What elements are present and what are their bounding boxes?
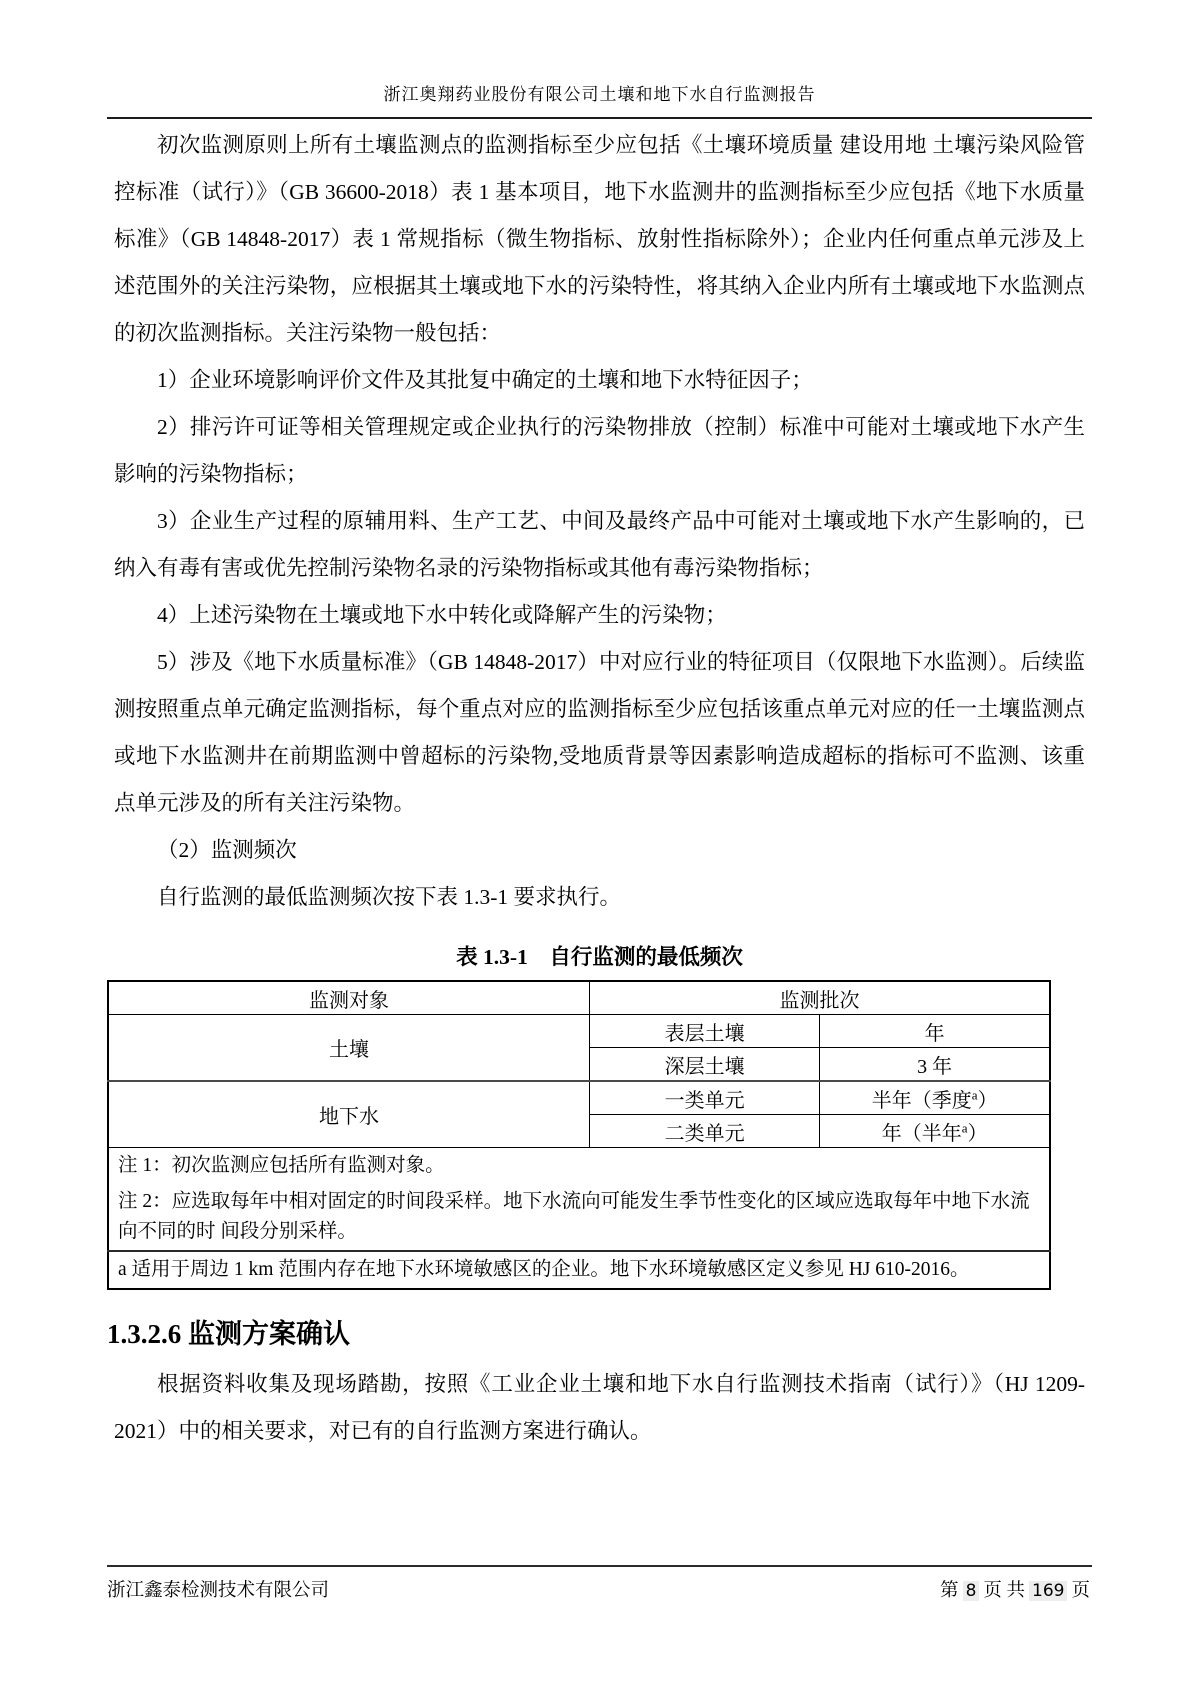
document-body: [107, 122, 1085, 1455]
table-header-row: [108, 981, 1050, 1015]
table-note-row: [108, 1184, 1050, 1251]
cell-group-groundwater: 地下水: [108, 1081, 589, 1148]
table-note-1: 注 1：初次监测应包括所有监测对象。: [108, 1148, 1050, 1185]
cell-sub-class2-unit: 二类单元: [589, 1115, 819, 1148]
header-cell-frequency: 监测批次: [589, 981, 1050, 1015]
total-page-number: 169: [1029, 1581, 1067, 1601]
monitoring-frequency-table: [107, 980, 1051, 1290]
cell-sub-deep-soil: 深层土壤: [589, 1048, 819, 1082]
freq-text: 年: [924, 1022, 945, 1045]
paragraph-intro: 初次监测原则上所有土壤监测点的监测指标至少应包括《土壤环境质量 建设用地 土壤污染风险管控标准（试行）》（GB 36600-2018）表 1 基本项目，地下水监测井的监测指标至少应包括《地下水质量标准》（GB 14848-2017）表 1 常规指标（微生物指标、放射性指标除外）；企业内任何重点单元涉及上述范围外的关注污染物，应根据其土壤或地下水的污染特性，将其纳入企业内所有土壤或地下水监测点的初次监测指标。关注污染物一般包括：: [114, 133, 1085, 345]
section-heading-1-3-2-6: 1.3.2.6 监测方案确认: [107, 1319, 350, 1349]
page-label-middle: 页 共: [983, 1581, 1026, 1601]
freq-text-tail: ）: [977, 1089, 998, 1112]
footer-page-number: [938, 1576, 1092, 1602]
list-item-1: 1）企业环境影响评价文件及其批复中确定的土壤和地下水特征因子；: [157, 368, 813, 392]
freq-text: 年（半年: [881, 1122, 962, 1145]
table-note-row: [108, 1251, 1050, 1289]
freq-text-tail: ）: [967, 1122, 988, 1145]
freq-text: 3 年: [917, 1055, 953, 1078]
cell-freq-class1-unit: [820, 1081, 1050, 1115]
subheading-monitoring-frequency: （2）监测频次: [157, 838, 297, 862]
paragraph-table-lead-in: 自行监测的最低监测频次按下表 1.3-1 要求执行。: [157, 885, 622, 909]
freq-text: 半年（季度: [871, 1089, 972, 1112]
paragraph-closing: 根据资料收集及现场踏勘，按照《工业企业土壤和地下水自行监测技术指南（试行）》（HJ 1209-2021）中的相关要求，对已有的自行监测方案进行确认。: [114, 1372, 1085, 1443]
table-note-row: [108, 1148, 1050, 1185]
cell-freq-deep-soil: [820, 1048, 1050, 1082]
current-page-number: 8: [963, 1581, 980, 1601]
list-item-5: 5）涉及《地下水质量标准》（GB 14848-2017）中对应行业的特征项目（仅限地下水监测）。后续监测按照重点单元确定监测指标，每个重点对应的监测指标至少应包括该重点单元对应的任一土壤监测点或地下水监测井在前期监测中曾超标的污染物,受地质背景等因素影响造成超标的指标可不监测、该重点单元涉及的所有关注污染物。: [114, 650, 1085, 815]
page-label-prefix: 第: [940, 1581, 959, 1601]
header-cell-object: 监测对象: [108, 981, 589, 1015]
cell-sub-surface-soil: 表层土壤: [589, 1015, 819, 1048]
footnote-marker: a: [971, 1086, 978, 1102]
table-row: [108, 1015, 1050, 1048]
footnote-marker: a: [961, 1119, 968, 1135]
table-note-a: a 适用于周边 1 km 范围内存在地下水环境敏感区的企业。地下水环境敏感区定义参见 HJ 610-2016。: [108, 1251, 1050, 1289]
list-item-2: 2）排污许可证等相关管理规定或企业执行的污染物排放（控制）标准中可能对土壤或地下水产生影响的污染物指标；: [114, 415, 1085, 486]
list-item-3: 3）企业生产过程的原辅用料、生产工艺、中间及最终产品中可能对土壤或地下水产生影响的，已纳入有毒有害或优先控制污染物名录的污染物指标或其他有毒污染物指标；: [114, 509, 1085, 580]
list-item-4: 4）上述污染物在土壤或地下水中转化或降解产生的污染物；: [157, 603, 727, 627]
table-caption: 表 1.3-1 自行监测的最低频次: [456, 945, 743, 969]
table-row: [108, 1081, 1050, 1115]
cell-sub-class1-unit: 一类单元: [589, 1081, 819, 1115]
document-title: 浙江奥翔药业股份有限公司土壤和地下水自行监测报告: [383, 85, 816, 104]
page-label-suffix: 页: [1071, 1581, 1090, 1601]
footer-company-name: 浙江鑫泰检测技术有限公司: [107, 1581, 330, 1601]
page-header: [107, 80, 1092, 119]
table-note-2: 注 2：应选取每年中相对固定的时间段采样。地下水流向可能发生季节性变化的区域应选取每年中地下水流向不同的时 间段分别采样。: [108, 1184, 1050, 1251]
cell-group-soil: 土壤: [108, 1015, 589, 1082]
cell-freq-class2-unit: [820, 1115, 1050, 1148]
page-footer: [107, 1565, 1092, 1602]
cell-freq-surface-soil: [820, 1015, 1050, 1048]
